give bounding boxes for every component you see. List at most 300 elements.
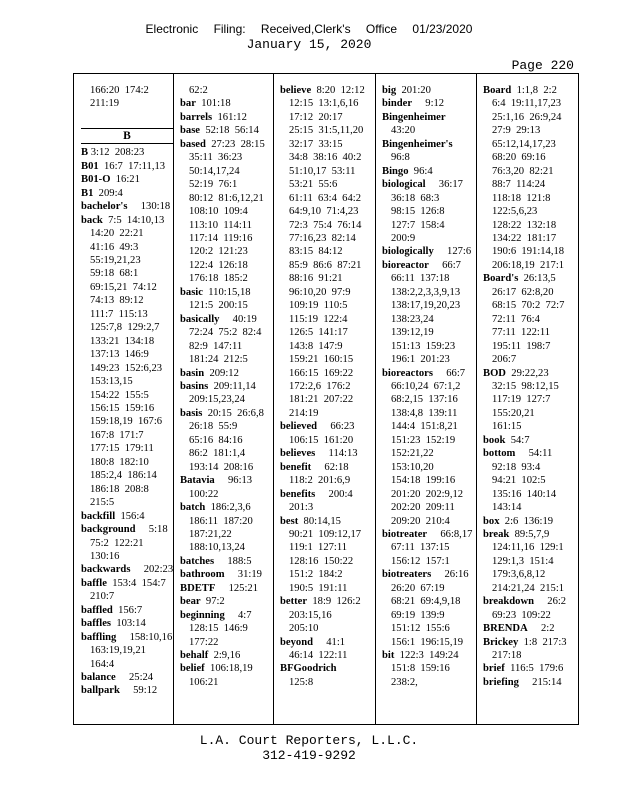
index-entry	[382, 84, 474, 97]
column-divider	[476, 74, 477, 724]
index-continuation: 118:2 201:6,9	[289, 475, 351, 487]
index-refs: 29:22,23	[505, 367, 549, 379]
filing-date: 01/23/2020	[412, 22, 473, 36]
index-continuation: 217:18	[492, 650, 522, 662]
index-continuation: 68:15 70:2 72:7	[492, 300, 565, 312]
index-refs: 106:18,19	[204, 663, 253, 675]
index-continuation: 80:12 81:6,12,21	[189, 192, 264, 204]
index-continuation: 206:7	[492, 354, 517, 366]
index-entry	[180, 582, 272, 595]
index-entry	[483, 434, 575, 447]
index-term: bathroom	[180, 569, 225, 581]
index-refs: 7:5 14:10,13	[102, 214, 165, 226]
index-term: Brickey	[483, 636, 519, 648]
index-term: BOD	[483, 367, 506, 379]
index-continuation: 156:15 159:16	[90, 402, 155, 414]
index-continuation: 205:10	[289, 623, 319, 635]
index-term: bioreactors	[382, 367, 433, 379]
index-refs: 1:8 217:3	[518, 636, 567, 648]
index-continuation: 181:24 212:5	[189, 354, 248, 366]
index-continuation: 34:8 38:16 40:2	[289, 152, 362, 164]
index-refs: 127:6	[433, 246, 472, 258]
index-refs: 36:17	[425, 179, 463, 191]
index-continuation: 143:8 147:9	[289, 340, 343, 352]
index-continuation: 69:15,21 74:12	[90, 281, 157, 293]
index-continuation: 206:18,19 217:1	[492, 259, 565, 271]
index-entry	[382, 649, 474, 662]
index-refs: 26:16	[431, 569, 469, 581]
deposition-date: January 15, 2020	[246, 37, 372, 52]
index-term: Bingenheimer	[382, 111, 446, 123]
index-term: benefits	[280, 488, 316, 500]
index-term: bachelor's	[81, 201, 128, 213]
index-entry	[483, 662, 575, 675]
index-term: backwards	[81, 564, 131, 576]
index-continuation: 122:5,6,23	[492, 206, 538, 218]
index-continuation: 154:18 199:16	[391, 475, 456, 487]
index-term: biotreater	[382, 528, 428, 540]
index-continuation: 6:4 19:11,17,23	[492, 98, 562, 110]
index-term: BDETF	[180, 582, 216, 594]
index-continuation: 100:22	[189, 488, 219, 500]
index-term: biotreaters	[382, 569, 432, 581]
index-term: based	[180, 138, 206, 150]
index-continuation: 166:20 174:2	[90, 85, 149, 96]
index-continuation: 128:16 150:22	[289, 555, 354, 567]
index-term: balance	[81, 672, 116, 684]
index-continuation: 209:20 210:4	[391, 515, 450, 527]
index-continuation: 76:3,20 82:21	[492, 165, 554, 177]
index-continuation: 153:10,20	[391, 461, 434, 473]
index-continuation: 154:22 155:5	[90, 389, 149, 401]
index-term: book	[483, 434, 506, 446]
index-entry	[81, 523, 173, 536]
index-entry	[382, 138, 474, 151]
index-continuation: 117:19 127:7	[492, 394, 551, 406]
index-continuation: 26:20 67:19	[391, 582, 445, 594]
index-refs: 41:1	[312, 636, 346, 648]
filing-electronic: Electronic	[145, 22, 199, 36]
index-continuation: 156:1 196:15,19	[391, 636, 464, 648]
index-continuation: 65:12,14,17,23	[492, 138, 556, 150]
index-refs: 66:8,17	[427, 528, 473, 540]
index-letter-heading: B	[81, 128, 173, 144]
index-continuation: 35:11 36:23	[189, 152, 243, 164]
index-continuation: 72:11 76:4	[492, 313, 540, 325]
index-term: binder	[382, 98, 413, 110]
index-refs: 40:19	[219, 313, 257, 325]
index-refs: 97:2	[200, 596, 225, 608]
index-term: believes	[280, 448, 316, 460]
index-refs: 201:20	[396, 85, 431, 96]
index-term: base	[180, 125, 201, 137]
index-entry	[81, 563, 173, 576]
index-continuation: 51:10,17 53:11	[289, 165, 356, 177]
index-term: BFGoodrich	[280, 663, 337, 675]
index-refs: 52:18 56:14	[200, 125, 259, 137]
index-entry	[180, 501, 272, 514]
index-term: bar	[180, 98, 196, 110]
index-continuation: 153:13,15	[90, 376, 133, 388]
index-continuation: 83:15 84:12	[289, 246, 343, 258]
index-entry	[81, 200, 173, 213]
index-refs: 2:6 136:19	[499, 515, 554, 527]
index-continuation: 177:22	[189, 636, 219, 648]
index-continuation: 96:10,20 97:9	[289, 286, 351, 298]
index-continuation: 214:21,24 215:1	[492, 582, 565, 594]
index-continuation: 180:8 182:10	[90, 456, 149, 468]
index-entry	[81, 160, 173, 173]
index-continuation: 32:17 33:15	[289, 138, 343, 150]
index-entry	[180, 474, 272, 487]
index-term: batch	[180, 502, 206, 514]
index-continuation: 152:21,22	[391, 448, 434, 460]
index-refs: 202:23	[130, 564, 174, 576]
index-continuation: 151:23 152:19	[391, 434, 456, 446]
index-continuation: 53:21 55:6	[289, 179, 338, 191]
index-continuation: 65:16 84:16	[189, 434, 243, 446]
index-continuation: 113:10 114:11	[189, 219, 252, 231]
index-term: bit	[382, 650, 395, 662]
index-continuation: 135:16 140:14	[492, 488, 557, 500]
index-continuation: 156:12 157:1	[391, 555, 450, 567]
index-term: beginning	[180, 609, 225, 621]
index-term: batches	[180, 555, 215, 567]
index-refs: 26:13,5	[518, 273, 556, 285]
index-continuation: 88:7 114:24	[492, 179, 546, 191]
index-term: brief	[483, 663, 505, 675]
index-term: back	[81, 214, 103, 226]
index-column-4	[382, 84, 474, 689]
index-continuation: 163:19,19,21	[90, 645, 146, 657]
index-term: biological	[382, 179, 426, 191]
index-continuation: 69:19 139:9	[391, 609, 445, 621]
index-term: big	[382, 85, 397, 96]
index-continuation: 59:18 68:1	[90, 268, 139, 280]
index-continuation: 77:16,23 82:14	[289, 232, 356, 244]
index-entry	[483, 636, 575, 649]
column-divider	[173, 74, 174, 724]
index-term: baffling	[81, 631, 117, 643]
index-entry	[382, 165, 474, 178]
index-term: bioreactor	[382, 259, 429, 271]
index-continuation: 14:20 22:21	[90, 228, 144, 240]
index-continuation: 125:7,8 129:2,7	[90, 322, 160, 334]
index-continuation: 36:18 68:3	[391, 192, 440, 204]
index-entry	[81, 684, 173, 697]
index-entry	[382, 97, 474, 110]
index-continuation: 186:11 187:20	[189, 515, 253, 527]
index-continuation: 214:19	[289, 407, 319, 419]
index-term: benefit	[280, 461, 312, 473]
index-continuation: 82:9 147:11	[189, 340, 243, 352]
index-entry	[382, 178, 474, 191]
index-refs: 209:4	[93, 187, 123, 199]
index-continuation: 66:11 137:18	[391, 273, 450, 285]
index-term: behalf	[180, 650, 209, 662]
index-refs: 89:5,7,9	[509, 528, 550, 540]
index-continuation: 202:20 209:11	[391, 502, 455, 514]
index-entry	[280, 636, 372, 649]
index-continuation: 121:5 200:15	[189, 300, 248, 312]
index-refs: 20:15 26:6,8	[202, 407, 264, 419]
index-refs: 103:14	[111, 618, 146, 630]
index-term: B01-O	[81, 174, 111, 186]
index-term: believe	[280, 85, 312, 96]
index-continuation: 46:14 122:11	[289, 650, 348, 662]
page-number: Page 220	[511, 58, 574, 73]
index-continuation: 164:4	[90, 658, 115, 670]
index-continuation: 196:1 201:23	[391, 354, 450, 366]
index-continuation: 166:15 169:22	[289, 367, 354, 379]
index-term: belief	[180, 663, 205, 675]
index-entry	[180, 313, 272, 326]
index-continuation: 68:20 69:16	[492, 152, 546, 164]
index-continuation: 106:15 161:20	[289, 434, 354, 446]
index-term: beyond	[280, 636, 313, 648]
index-continuation: 115:19 122:4	[289, 313, 348, 325]
index-entry	[180, 380, 272, 393]
index-refs: 3:12 208:23	[88, 147, 145, 159]
index-continuation: 215:5	[90, 497, 115, 509]
index-entry	[382, 528, 474, 541]
index-term: basically	[180, 313, 220, 325]
index-continuation: 125:8	[289, 676, 314, 688]
index-continuation: 201:3	[289, 502, 314, 514]
index-term: barrels	[180, 111, 213, 123]
index-refs: 27:23 28:15	[205, 138, 265, 150]
index-continuation: 151:2 184:2	[289, 569, 343, 581]
index-continuation: 25:15 31:5,11,20	[289, 125, 364, 137]
index-entry	[81, 146, 173, 159]
index-continuation: 72:24 75:2 82:4	[189, 327, 262, 339]
index-continuation: 209:15,23,24	[189, 394, 245, 406]
index-continuation: 68:2,15 137:16	[391, 394, 458, 406]
index-continuation: 137:13 146:9	[90, 349, 149, 361]
index-refs: 1:1,8 2:2	[511, 85, 557, 96]
index-continuation: 86:2 181:1,4	[189, 448, 246, 460]
index-continuation: 134:22 181:17	[492, 232, 557, 244]
index-continuation: 111:7 115:13	[90, 308, 148, 320]
index-entry	[180, 662, 272, 675]
index-refs: 54:11	[515, 448, 553, 460]
index-continuation: 43:20	[391, 125, 416, 137]
index-entry	[280, 662, 372, 675]
index-entry	[180, 595, 272, 608]
footer-reporter: L.A. Court Reporters, L.L.C.	[199, 733, 419, 748]
index-continuation: 61:11 63:4 64:2	[289, 192, 361, 204]
index-frame	[73, 73, 579, 725]
index-continuation: 181:21 207:22	[289, 394, 354, 406]
index-refs: 4:7	[224, 609, 252, 621]
index-continuation: 159:18,19 167:6	[90, 416, 163, 428]
index-continuation: 41:16 49:3	[90, 241, 139, 253]
index-refs: 209:11,14	[208, 380, 256, 392]
index-refs: 59:12	[119, 685, 158, 697]
index-term: Board's	[483, 273, 519, 285]
index-refs: 2:2	[527, 623, 555, 635]
index-refs: 31:19	[224, 569, 262, 581]
index-continuation: 143:14	[492, 502, 522, 514]
index-entry	[81, 617, 173, 630]
index-continuation: 98:15 126:8	[391, 206, 445, 218]
index-entry	[180, 124, 272, 137]
index-continuation: 144:4 151:8,21	[391, 421, 458, 433]
index-refs: 209:12	[204, 367, 239, 379]
index-continuation: 72:3 75:4 76:14	[289, 219, 362, 231]
index-continuation: 186:18 208:8	[90, 483, 149, 495]
index-continuation: 203:15,16	[289, 609, 332, 621]
index-spacer	[81, 111, 173, 124]
index-continuation: 85:9 86:6 87:21	[289, 259, 362, 271]
index-refs: 130:18	[127, 201, 171, 213]
index-term: briefing	[483, 676, 519, 688]
index-continuation: 133:21 134:18	[90, 335, 155, 347]
index-continuation: 26:17 62:8,20	[492, 286, 554, 298]
index-term: breakdown	[483, 596, 535, 608]
index-refs: 156:7	[112, 604, 143, 616]
index-entry	[382, 111, 474, 124]
filing-received: Received,Clerk's	[260, 22, 351, 36]
index-refs: 25:24	[115, 672, 154, 684]
index-refs: 161:12	[212, 111, 247, 123]
index-continuation: 94:21 102:5	[492, 475, 546, 487]
index-entry	[280, 84, 372, 97]
index-continuation: 55:19,21,23	[90, 254, 141, 266]
index-continuation: 188:10,13,24	[189, 542, 245, 554]
index-entry	[280, 461, 372, 474]
index-term: background	[81, 524, 136, 536]
index-term: better	[280, 596, 308, 608]
index-continuation: 64:9,10 71:4,23	[289, 206, 359, 218]
index-entry	[81, 671, 173, 684]
index-term: biologically	[382, 246, 434, 258]
index-continuation: 193:14 208:16	[189, 461, 254, 473]
index-entry	[382, 367, 474, 380]
index-term: box	[483, 515, 500, 527]
index-continuation: 17:12 20:17	[289, 111, 343, 123]
index-term: Bingo	[382, 165, 409, 177]
index-refs: 26:2	[534, 596, 567, 608]
index-continuation: 117:14 119:16	[189, 232, 253, 244]
index-entry	[483, 447, 575, 460]
index-refs: 16:7 17:11,13	[98, 160, 166, 172]
index-continuation: 66:10,24 67:1,2	[391, 380, 461, 392]
index-column-5	[483, 84, 575, 689]
index-continuation: 139:12,19	[391, 327, 434, 339]
index-entry	[483, 528, 575, 541]
index-continuation: 27:9 29:13	[492, 125, 541, 137]
index-continuation: 138:17,19,20,23	[391, 300, 461, 312]
index-entry	[180, 609, 272, 622]
index-entry	[280, 595, 372, 608]
index-continuation: 26:18 55:9	[189, 421, 238, 433]
index-continuation: 108:10 109:4	[189, 206, 248, 218]
index-refs: 114:13	[315, 448, 358, 460]
index-entry	[382, 568, 474, 581]
index-continuation: 172:2,6 176:2	[289, 380, 351, 392]
index-continuation: 151:8 159:16	[391, 663, 450, 675]
index-continuation: 138:23,24	[391, 313, 434, 325]
index-continuation: 190:5 191:11	[289, 582, 348, 594]
index-continuation: 74:13 89:12	[90, 295, 144, 307]
index-entry	[483, 272, 575, 285]
index-continuation: 96:8	[391, 152, 410, 164]
index-entry	[81, 173, 173, 186]
index-term: Bingenheimer's	[382, 138, 453, 150]
index-continuation: 25:1,16 26:9,24	[492, 111, 562, 123]
index-continuation: 238:2,	[391, 676, 418, 688]
index-continuation: 126:5 141:17	[289, 327, 348, 339]
index-continuation: 177:15 179:11	[90, 443, 154, 455]
index-refs: 2:9,16	[208, 650, 241, 662]
index-continuation: 179:3,6,8,12	[492, 569, 546, 581]
index-continuation: 211:19	[90, 98, 120, 110]
index-continuation: 185:2,4 186:14	[90, 470, 157, 482]
index-entry	[81, 604, 173, 617]
index-entry	[483, 367, 575, 380]
index-term: believed	[280, 421, 318, 433]
index-entry	[180, 97, 272, 110]
index-refs: 54:7	[505, 434, 530, 446]
index-term: break	[483, 528, 510, 540]
index-entry	[180, 649, 272, 662]
index-term: Board	[483, 85, 512, 96]
index-entry	[180, 407, 272, 420]
index-refs: 16:21	[110, 174, 140, 186]
index-continuation: 62:2	[189, 85, 208, 96]
index-term: BRENDA	[483, 623, 528, 635]
filing-office: Office	[365, 22, 398, 36]
index-continuation: 90:21 109:12,17	[289, 528, 362, 540]
index-refs: 122:3 149:24	[394, 650, 459, 662]
index-term: bottom	[483, 448, 516, 460]
index-entry	[180, 138, 272, 151]
index-continuation: 12:15 13:1,6,16	[289, 98, 359, 110]
index-refs: 18:9 126:2	[307, 596, 361, 608]
index-column-3	[280, 84, 372, 689]
index-term: baffles	[81, 618, 112, 630]
index-continuation: 190:6 191:14,18	[492, 246, 565, 258]
index-continuation: 210:7	[90, 591, 115, 603]
index-continuation: 195:11 198:7	[492, 340, 551, 352]
index-refs: 101:18	[195, 98, 231, 110]
index-continuation: 109:19 110:5	[289, 300, 348, 312]
index-continuation: 130:16	[90, 550, 120, 562]
index-term: basins	[180, 380, 209, 392]
index-term: bear	[180, 596, 201, 608]
index-entry	[483, 622, 575, 635]
index-continuation: 167:8 171:7	[90, 429, 144, 441]
index-entry	[280, 515, 372, 528]
column-divider	[375, 74, 376, 724]
filing-label: Filing:	[213, 22, 246, 36]
index-column-1	[81, 84, 173, 698]
index-refs: 80:14,15	[298, 515, 341, 527]
index-refs: 158:10,16	[116, 631, 173, 643]
index-refs: 96:4	[408, 165, 433, 177]
index-continuation: 68:21 69:4,9,18	[391, 596, 461, 608]
index-term: ballpark	[81, 685, 120, 697]
index-continuation: 128:22 132:18	[492, 219, 557, 231]
index-continuation: 124:11,16 129:1	[492, 542, 564, 554]
index-continuation: 138:2,2,3,3,9,13	[391, 286, 461, 298]
index-refs: 96:13	[214, 475, 253, 487]
index-term: basis	[180, 407, 203, 419]
index-refs: 215:14	[518, 676, 562, 688]
index-refs: 200:4	[315, 488, 353, 500]
index-term: best	[280, 515, 299, 527]
